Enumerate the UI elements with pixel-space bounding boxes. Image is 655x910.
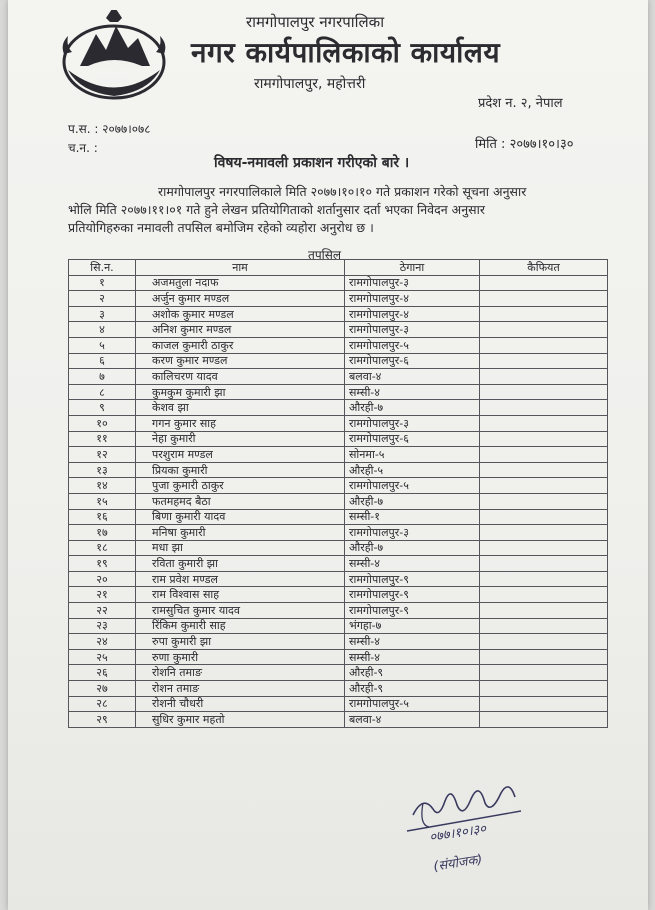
cell-name: फतमहमद बैठा <box>136 493 345 509</box>
table-row <box>69 322 608 338</box>
cell-remarks <box>480 571 608 587</box>
cell-serial: २२ <box>69 603 136 619</box>
document-date: मिति : २०७७।१०।३० <box>475 137 574 152</box>
cell-address: औरही-९ <box>345 665 480 681</box>
table-row <box>69 291 608 307</box>
cell-address: रामगोपालपुर-६ <box>345 431 480 447</box>
cell-remarks <box>480 556 608 572</box>
cell-name: रोशन तमाङ <box>136 681 345 697</box>
cell-remarks <box>480 353 608 369</box>
cell-serial: २१ <box>69 587 136 603</box>
cell-remarks <box>480 712 608 728</box>
cell-name: राम प्रवेश मण्डल <box>136 571 345 587</box>
table-row <box>69 369 608 385</box>
col-header-sn: सि.न. <box>69 260 136 276</box>
cell-serial: १९ <box>69 556 136 572</box>
cell-serial: ३ <box>69 306 136 322</box>
cell-address: रामगोपालपुर-९ <box>345 603 480 619</box>
cell-remarks <box>480 462 608 478</box>
cell-address: बलवा-४ <box>345 369 480 385</box>
cell-address: सम्सी-४ <box>345 556 480 572</box>
table-body <box>69 275 608 727</box>
cell-serial: २० <box>69 571 136 587</box>
cell-name: सुधिर कुमार महतो <box>136 712 345 728</box>
table-row <box>69 712 608 728</box>
cell-name: रोशनि तमाङ <box>136 665 345 681</box>
cell-name: कालिचरण यादव <box>136 369 345 385</box>
cell-remarks <box>480 509 608 525</box>
office-address: रामगोपालपुर, महोत्तरी <box>254 76 366 92</box>
cell-address: रामगोपालपुर-९ <box>345 571 480 587</box>
cell-name: रुणा कुमारी <box>136 649 345 665</box>
table-row <box>69 634 608 650</box>
table-row <box>69 571 608 587</box>
cell-name: प्रियका कुमारी <box>136 462 345 478</box>
cell-address: औरही-९ <box>345 681 480 697</box>
cell-remarks <box>480 337 608 353</box>
table-row <box>69 540 608 556</box>
table-row <box>69 275 608 291</box>
cell-name: रुपा कुमारी झा <box>136 634 345 650</box>
col-header-name: नाम <box>136 260 345 276</box>
cell-address: सम्सी-४ <box>345 634 480 650</box>
cell-address: औरही-७ <box>345 493 480 509</box>
cell-address: सम्सी-१ <box>345 509 480 525</box>
table-row <box>69 353 608 369</box>
dispatch-number: च.न. : <box>68 141 98 155</box>
table-row <box>69 649 608 665</box>
cell-address: रामगोपालपुर-३ <box>345 275 480 291</box>
table-row <box>69 415 608 431</box>
cell-address: रामगोपालपुर-३ <box>345 415 480 431</box>
table-row <box>69 603 608 619</box>
cell-remarks <box>480 634 608 650</box>
cell-address: सम्सी-४ <box>345 649 480 665</box>
signature-title: (संयोजक) <box>432 852 484 875</box>
cell-name: अजमतुला नदाफ <box>136 275 345 291</box>
cell-remarks <box>480 275 608 291</box>
cell-remarks <box>480 369 608 385</box>
cell-address: रामगोपालपुर-४ <box>345 306 480 322</box>
cell-name: करण कुमार मण्डल <box>136 353 345 369</box>
body-line: प्रतियोगिहरुका नमावली तपसिल बमोजिम रहेको व्यहोरा अनुरोध छ । <box>68 220 374 235</box>
cell-serial: १८ <box>69 540 136 556</box>
table-row <box>69 681 608 697</box>
cell-remarks <box>480 493 608 509</box>
col-header-address: ठेगाना <box>345 260 480 276</box>
table-row <box>69 587 608 603</box>
cell-address: बलवा-४ <box>345 712 480 728</box>
cell-remarks <box>480 681 608 697</box>
cell-serial: १५ <box>69 493 136 509</box>
table-row <box>69 306 608 322</box>
cell-name: काजल कुमारी ठाकुर <box>136 337 345 353</box>
cell-address: रामगोपालपुर-६ <box>345 353 480 369</box>
cell-address: रामगोपालपुर-५ <box>345 478 480 494</box>
cell-name: कुमकुम कुमारी झा <box>136 384 345 400</box>
cell-name: राम विश्वास साह <box>136 587 345 603</box>
applicant-table <box>68 259 608 728</box>
cell-serial: १० <box>69 415 136 431</box>
signature-date: ०७७।१०।३० <box>428 821 488 846</box>
cell-name: अशोक कुमार मण्डल <box>136 306 345 322</box>
cell-serial: २९ <box>69 712 136 728</box>
cell-remarks <box>480 384 608 400</box>
cell-serial: २५ <box>69 649 136 665</box>
cell-remarks <box>480 618 608 634</box>
cell-serial: ७ <box>69 369 136 385</box>
cell-serial: २६ <box>69 665 136 681</box>
cell-remarks <box>480 696 608 712</box>
col-header-remarks: कैफियत <box>480 260 608 276</box>
cell-address: रामगोपालपुर-९ <box>345 587 480 603</box>
cell-serial: १४ <box>69 478 136 494</box>
table-row <box>69 462 608 478</box>
cell-remarks <box>480 525 608 541</box>
table-row <box>69 400 608 416</box>
cell-serial: २७ <box>69 681 136 697</box>
reference-number: प.स. : २०७७।०७८ <box>68 122 151 136</box>
cell-name: अनिश कुमार मण्डल <box>136 322 345 338</box>
tapsil-heading: तपसिल <box>308 248 342 262</box>
cell-serial: ६ <box>69 353 136 369</box>
cell-remarks <box>480 540 608 556</box>
office-title: नगर कार्यपालिकाको कार्यालय <box>191 36 501 69</box>
document-page <box>8 0 648 910</box>
cell-serial: ११ <box>69 431 136 447</box>
table-row <box>69 384 608 400</box>
cell-serial: ९ <box>69 400 136 416</box>
table-row <box>69 478 608 494</box>
cell-remarks <box>480 431 608 447</box>
cell-remarks <box>480 322 608 338</box>
cell-address: रामगोपालपुर-५ <box>345 337 480 353</box>
cell-serial: २४ <box>69 634 136 650</box>
cell-remarks <box>480 603 608 619</box>
cell-name: रविता कुमारी झा <box>136 556 345 572</box>
table-row <box>69 447 608 463</box>
cell-address: औरही-५ <box>345 462 480 478</box>
cell-serial: १२ <box>69 447 136 463</box>
cell-name: रिंकिम कुमारी साह <box>136 618 345 634</box>
cell-name: मनिषा कुमारी <box>136 525 345 541</box>
cell-serial: १७ <box>69 525 136 541</box>
cell-address: रामगोपालपुर-३ <box>345 525 480 541</box>
cell-remarks <box>480 400 608 416</box>
body-line: भोलि मिति २०७७।११।०१ गते हुने लेखन प्रतियोगिताको शर्तानुसार दर्ता भएका निवेदन अनुसार <box>68 202 485 217</box>
cell-name: गगन कुमार साह <box>136 415 345 431</box>
province-label: प्रदेश न. २, नेपाल <box>478 96 563 111</box>
table-row <box>69 556 608 572</box>
cell-address: औरही-७ <box>345 400 480 416</box>
cell-address: औरही-७ <box>345 540 480 556</box>
cell-remarks <box>480 665 608 681</box>
nepal-emblem-logo <box>58 10 170 102</box>
cell-name: रोशनी चौधरी <box>136 696 345 712</box>
table-row <box>69 696 608 712</box>
cell-address: सम्सी-४ <box>345 384 480 400</box>
table-row <box>69 665 608 681</box>
table-row <box>69 431 608 447</box>
table-row <box>69 493 608 509</box>
cell-serial: १३ <box>69 462 136 478</box>
cell-name: बिणा कुमारी यादव <box>136 509 345 525</box>
cell-name: मधा झा <box>136 540 345 556</box>
cell-serial: २ <box>69 291 136 307</box>
cell-address: रामगोपालपुर-४ <box>345 291 480 307</box>
signature-block <box>393 775 543 885</box>
cell-address: सोनमा-५ <box>345 447 480 463</box>
subject-line: विषय-नमावली प्रकाशन गरीएको बारे । <box>214 155 410 171</box>
body-paragraph <box>68 183 608 237</box>
cell-serial: ५ <box>69 337 136 353</box>
cell-serial: १६ <box>69 509 136 525</box>
cell-address: रामगोपालपुर-३ <box>345 322 480 338</box>
cell-serial: २३ <box>69 618 136 634</box>
cell-address: भंगहा-७ <box>345 618 480 634</box>
cell-serial: २८ <box>69 696 136 712</box>
cell-remarks <box>480 306 608 322</box>
cell-remarks <box>480 478 608 494</box>
cell-remarks <box>480 587 608 603</box>
cell-address: रामगोपालपुर-५ <box>345 696 480 712</box>
table-row <box>69 337 608 353</box>
cell-remarks <box>480 447 608 463</box>
cell-name: पुजा कुमारी ठाकुर <box>136 478 345 494</box>
table-row <box>69 618 608 634</box>
cell-serial: ८ <box>69 384 136 400</box>
table-header-row <box>69 260 608 276</box>
cell-name: अर्जुन कुमार मण्डल <box>136 291 345 307</box>
cell-name: रामसुचित कुमार यादव <box>136 603 345 619</box>
cell-name: केशव झा <box>136 400 345 416</box>
table-row <box>69 509 608 525</box>
cell-remarks <box>480 291 608 307</box>
cell-name: नेहा कुमारी <box>136 431 345 447</box>
cell-serial: ४ <box>69 322 136 338</box>
table-row <box>69 525 608 541</box>
cell-remarks <box>480 649 608 665</box>
cell-remarks <box>480 415 608 431</box>
body-line: रामगोपालपुर नगरपालिकाले मिति २०७७।१०।१० गते प्रकाशन गरेको सूचना अनुसार <box>158 184 527 199</box>
cell-serial: १ <box>69 275 136 291</box>
cell-name: परशुराम मण्डल <box>136 447 345 463</box>
municipality-name: रामगोपालपुर नगरपालिका <box>246 13 385 31</box>
